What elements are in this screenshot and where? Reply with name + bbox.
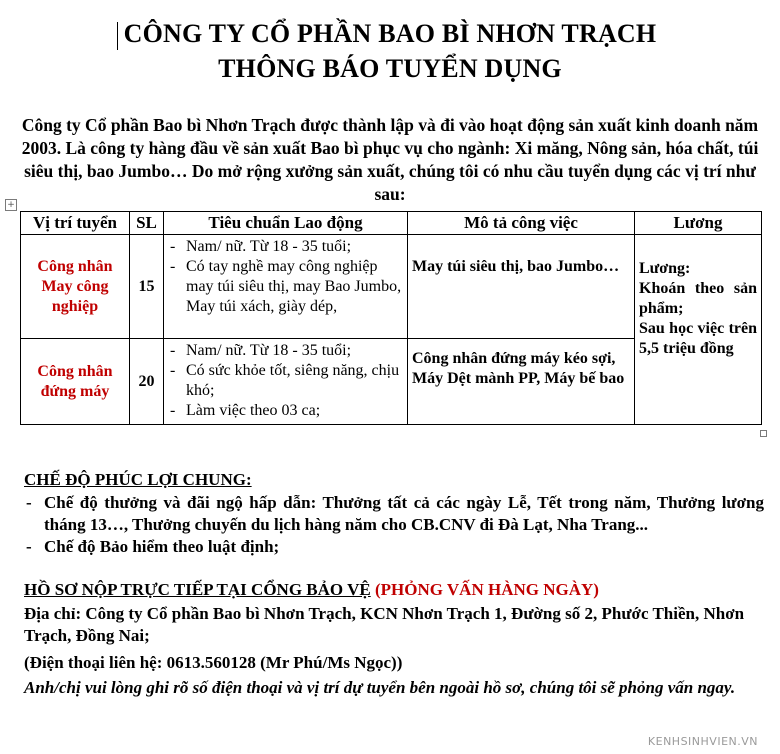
benefits-list (24, 492, 764, 558)
requirements-cell (164, 339, 408, 425)
position-cell: Công nhân đứng máy (21, 339, 130, 425)
intro-paragraph: Công ty Cổ phần Bao bì Nhơn Trạch được thành lập và đi vào hoạt động sản xuất kinh doanh năm 2003. Là công ty hàng đầu về sản xuất Bao bì phục vụ cho ngành: Xi măng, Nông sản, hóa chất, túi siêu thị, bao Jumbo… Do mở rộng xưởng sản xuất, chúng tôi có nhu cầu tuyển dụng các vị trí như sau: (21, 115, 759, 204)
quantity-cell: 15 (130, 235, 164, 339)
table-resize-handle-icon[interactable] (760, 430, 767, 437)
table-move-handle-icon[interactable]: + (5, 199, 17, 211)
description-cell: Công nhân đứng máy kéo sợi, Máy Dệt mành PP, Máy bế bao (408, 339, 635, 425)
requirements-cell (164, 235, 408, 339)
notice-title: THÔNG BÁO TUYỂN DỤNG (218, 54, 562, 83)
watermark: KENHSINHVIEN.VN (647, 735, 758, 748)
list-item: - Chế độ Bảo hiểm theo luật định; (24, 536, 764, 558)
application-heading: HỒ SƠ NỘP TRỰC TIẾP TẠI CỔNG BẢO VỆ (24, 580, 371, 599)
company-title: CÔNG TY CỔ PHẦN BAO BÌ NHƠN TRẠCH (123, 19, 657, 48)
salary-cell (635, 235, 762, 425)
header-description: Mô tả công việc (408, 212, 635, 235)
header-quantity: SL (130, 212, 164, 235)
requirement-item: - Làm việc theo 03 ca; (168, 401, 403, 421)
interview-note: (PHỎNG VẤN HÀNG NGÀY) (374, 580, 599, 599)
header-salary: Lương (635, 212, 762, 235)
benefits-heading: CHẾ ĐỘ PHÚC LỢI CHUNG: (24, 470, 252, 489)
phone-text: (Điện thoại liên hệ: 0613.560128 (Mr Phú/Ms Ngọc)) (24, 653, 403, 672)
salary-after-training: Sau học việc trên 5,5 triệu đồng (639, 320, 757, 357)
application-note: Anh/chị vui lòng ghi rõ số điện thoại và vị trí dự tuyển bên ngoài hồ sơ, chúng tôi sẽ phỏng vấn ngay. (24, 678, 736, 697)
table-row (21, 235, 762, 339)
requirement-item: - Có sức khỏe tốt, siêng năng, chịu khó; (168, 361, 403, 401)
address-text: Địa chỉ: Công ty Cổ phần Bao bì Nhơn Trạch, KCN Nhơn Trạch 1, Đường số 2, Phước Thiền, Nhơn Trạch, Đồng Nai; (24, 604, 745, 645)
requirement-item: - Nam/ nữ. Từ 18 - 35 tuổi; (168, 341, 403, 361)
requirement-item: - Có tay nghề may công nghiệp may túi siêu thị, may Bao Jumbo, May túi xách, giày dép, (168, 257, 403, 317)
position-cell: Công nhân May công nghiệp (21, 235, 130, 339)
header-requirements: Tiêu chuẩn Lao động (164, 212, 408, 235)
salary-label: Lương: (639, 260, 691, 277)
salary-piecework: Khoán theo sản phẩm; (639, 280, 757, 317)
jobs-table (20, 211, 762, 425)
quantity-cell: 20 (130, 339, 164, 425)
list-item: - Chế độ thưởng và đãi ngộ hấp dẫn: Thưởng tất cả các ngày Lễ, Tết trong năm, Thưởng lương tháng 13…, Thưởng chuyến du lịch hàng năm cho CB.CNV đi Đà Lạt, Nha Trang... (24, 492, 764, 536)
application-line (24, 579, 764, 601)
table-header-row (21, 212, 762, 235)
header-position: Vị trí tuyển (21, 212, 130, 235)
requirement-item: - Nam/ nữ. Từ 18 - 35 tuổi; (168, 237, 403, 257)
description-cell: May túi siêu thị, bao Jumbo… (408, 235, 635, 339)
